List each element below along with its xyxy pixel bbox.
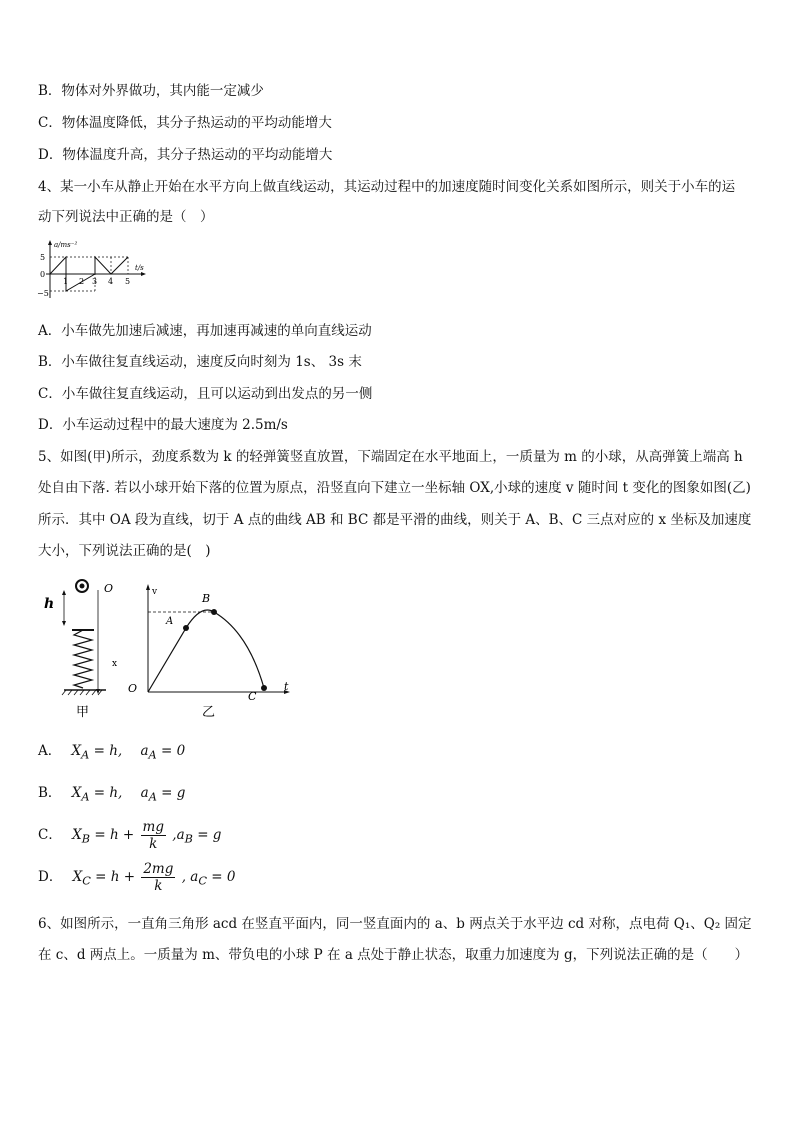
q5-figure: [36, 574, 306, 722]
q5-option-b: B． $X_A = h$, $a_A = g$: [38, 785, 186, 804]
q4-y-tick-0: 0: [40, 270, 46, 279]
q5-stem-line4: 大小，下列说法正确的是( ): [38, 543, 211, 559]
q4-acceleration-graph: [36, 238, 156, 302]
q5-stem-line3: 所示．其中 OA 段为直线，切于 A 点的曲线 AB 和 BC 都是平滑的曲线，则关于 A、B、C 三点对应的 x 坐标及加速度: [38, 512, 752, 528]
q3-option-b: B．物体对外界做功，其内能一定减少: [38, 83, 264, 99]
q6-stem-line1: 6、如图所示，一直角三角形 acd 在竖直平面内，同一竖直面内的 a、b 两点关于水平边 cd 对称，点电荷 Q₁、Q₂ 固定: [38, 916, 752, 932]
q5-stem-line1: 5、如图(甲)所示，劲度系数为 k 的轻弹簧竖直放置，下端固定在水平地面上，一质量为 m 的小球，从高弹簧上端高 h: [38, 449, 743, 465]
q5-v-label: v: [152, 587, 158, 597]
q4-x-axis-label: t/s: [135, 264, 144, 272]
q5-point-a: [183, 625, 189, 631]
q5-b-label: B: [202, 592, 211, 605]
q5-origin-label: O: [128, 682, 138, 695]
q5-x-label: x: [112, 659, 118, 669]
q5-point-b: [211, 609, 217, 615]
q4-y-tick-5: 5: [40, 253, 46, 262]
q5-point-c: [261, 685, 267, 691]
q6-stem-line2: 在 c、d 两点上。一质量为 m、带负电的小球 P 在 a 点处于静止状态，取重力加速度为 g，下列说法正确的是（ ）: [38, 947, 749, 963]
q5-option-c: C． $X_B = h$ + $\frac{mg}{k}$ $,a_B = g$: [38, 819, 222, 852]
q4-option-d: D．小车运动过程中的最大速度为 2.5m/s: [38, 417, 288, 433]
q4-x-tick-3: 3: [92, 277, 98, 286]
q4-option-b: B．小车做往复直线运动，速度反向时刻为 1s、 3s 末: [38, 354, 362, 370]
q4-x-tick-4: 4: [108, 277, 114, 286]
q4-stem-line1: 4、某一小车从静止开始在水平方向上做直线运动，其运动过程中的加速度随时间变化关系如图所示，则关于小车的运: [38, 179, 736, 195]
q5-o-label: O: [104, 582, 114, 595]
q5-h-label: h: [44, 596, 55, 612]
q4-stem-line2: 动下列说法中正确的是（ ）: [38, 209, 214, 225]
q5-yi-label: 乙: [202, 705, 216, 720]
q5-curve-oa: [148, 628, 186, 692]
q5-t-label: t: [284, 680, 289, 693]
q4-x-tick-1: 1: [63, 277, 69, 286]
q5-spring: [74, 630, 92, 688]
q5-option-a: A． $X_A = h$, $a_A = 0$: [38, 743, 186, 762]
q4-option-a: A．小车做先加速后减速，再加速再减速的单向直线运动: [38, 323, 372, 339]
q5-curve-abc: [186, 610, 264, 688]
q4-y-axis-label: a/ms⁻²: [54, 241, 78, 249]
q5-jia-label: 甲: [76, 705, 90, 720]
q4-x-tick-2: 2: [79, 277, 85, 286]
q5-a-label: A: [166, 616, 174, 627]
q3-option-d: D．物体温度升高，其分子热运动的平均动能增大: [38, 147, 333, 163]
q4-option-c: C．小车做往复直线运动，且可以运动到出发点的另一侧: [38, 386, 373, 402]
q3-option-c: C．物体温度降低，其分子热运动的平均动能增大: [38, 115, 332, 131]
q4-x-tick-5: 5: [125, 277, 131, 286]
q5-c-label: C: [248, 690, 257, 703]
q4-y-tick-neg5: −5: [37, 289, 49, 298]
q5-option-d: D． $X_C = h$ + $\frac{2mg}{k}$ , $a_C = 0$: [38, 861, 236, 894]
q5-stem-line2: 处自由下落. 若以小球开始下落的位置为原点，沿竖直向下建立一坐标轴 OX,小球的速度 v 随时间 t 变化的图象如图(乙): [38, 480, 751, 496]
